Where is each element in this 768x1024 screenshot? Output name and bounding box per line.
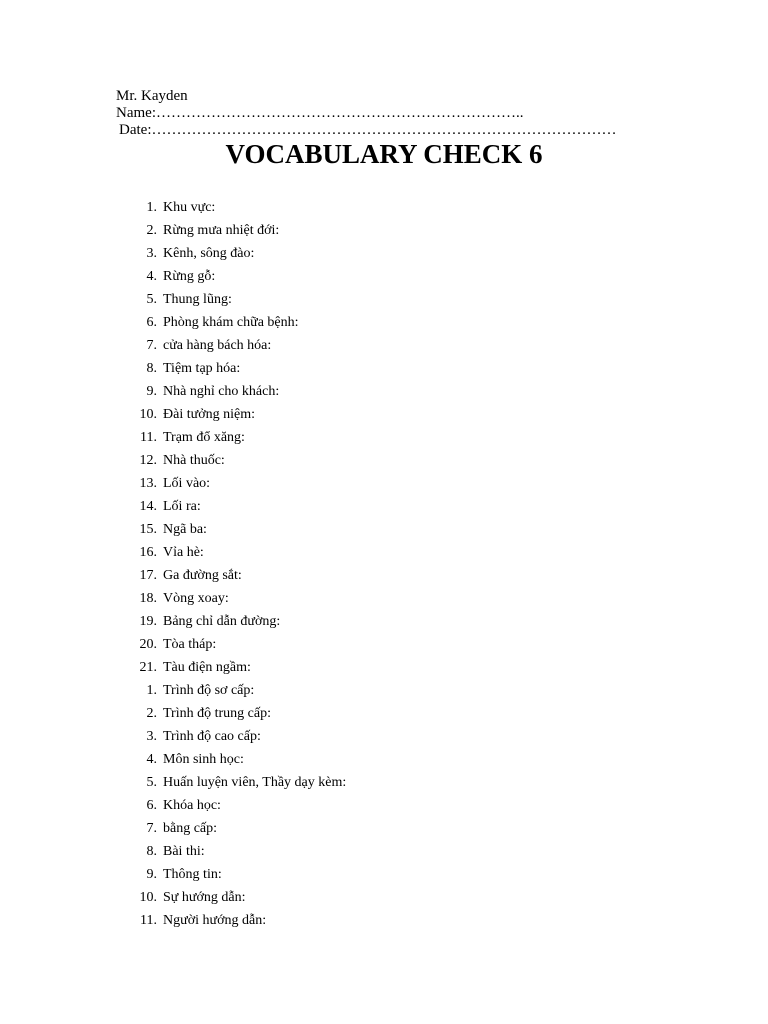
- list-item: [128, 863, 346, 886]
- item-number: 11.: [140, 430, 157, 445]
- item-number: 10.: [139, 890, 157, 905]
- vocabulary-list: [128, 196, 346, 932]
- item-term: Rừng mưa nhiệt đới:: [163, 223, 280, 238]
- item-term: Đài tưởng niệm:: [163, 407, 255, 422]
- list-item: [128, 219, 346, 242]
- item-number: 5.: [146, 292, 157, 307]
- item-number: 2.: [146, 223, 157, 238]
- list-item: [128, 357, 346, 380]
- list-item: [128, 886, 346, 909]
- list-item: [128, 196, 346, 219]
- list-item: [128, 472, 346, 495]
- item-term: Người hướng dẫn:: [163, 913, 267, 928]
- item-term: Tàu điện ngầm:: [163, 660, 251, 675]
- item-number: 8.: [146, 361, 157, 376]
- item-term: Tiệm tạp hóa:: [163, 361, 241, 376]
- item-term: Trình độ sơ cấp:: [163, 683, 255, 698]
- item-number: 6.: [146, 798, 157, 813]
- item-term: Khu vực:: [163, 200, 216, 215]
- list-item: [128, 495, 346, 518]
- item-number: 16.: [139, 545, 157, 560]
- list-item: [128, 380, 346, 403]
- list-item: [128, 564, 346, 587]
- date-field: Date:…………………………………………………………………………………: [119, 122, 617, 138]
- list-item: [128, 610, 346, 633]
- item-term: Ga đường sắt:: [163, 568, 242, 583]
- item-number: 18.: [139, 591, 157, 606]
- item-number: 3.: [146, 246, 157, 261]
- item-term: Trạm đổ xăng:: [163, 430, 245, 445]
- list-item: [128, 311, 346, 334]
- item-term: Bài thi:: [163, 844, 205, 859]
- item-number: 14.: [139, 499, 157, 514]
- item-term: Khóa học:: [163, 798, 221, 813]
- item-term: Vỉa hè:: [163, 545, 204, 560]
- list-item: [128, 748, 346, 771]
- item-term: cửa hàng bách hóa:: [163, 338, 272, 353]
- item-term: Kênh, sông đào:: [163, 246, 255, 261]
- student-name-field: Name:………………………………………………………………..: [116, 105, 524, 121]
- item-number: 11.: [140, 913, 157, 928]
- list-item: [128, 702, 346, 725]
- item-number: 1.: [146, 683, 157, 698]
- item-term: Rừng gỗ:: [163, 269, 216, 284]
- item-number: 4.: [146, 269, 157, 284]
- item-number: 7.: [146, 338, 157, 353]
- list-item: [128, 817, 346, 840]
- item-number: 1.: [146, 200, 157, 215]
- list-item: [128, 334, 346, 357]
- item-number: 4.: [146, 752, 157, 767]
- item-number: 3.: [146, 729, 157, 744]
- item-term: bằng cấp:: [163, 821, 218, 836]
- teacher-name: Mr. Kayden: [116, 88, 188, 104]
- item-number: 19.: [139, 614, 157, 629]
- list-item: [128, 449, 346, 472]
- item-number: 17.: [139, 568, 157, 583]
- item-number: 9.: [146, 384, 157, 399]
- list-item: [128, 725, 346, 748]
- item-number: 2.: [146, 706, 157, 721]
- list-item: [128, 518, 346, 541]
- item-term: Nhà thuốc:: [163, 453, 225, 468]
- list-item: [128, 633, 346, 656]
- item-term: Huấn luyện viên, Thầy dạy kèm:: [163, 775, 347, 790]
- item-number: 9.: [146, 867, 157, 882]
- item-term: Trình độ trung cấp:: [163, 706, 271, 721]
- list-item: [128, 679, 346, 702]
- list-item: [128, 426, 346, 449]
- list-item: [128, 403, 346, 426]
- item-number: 13.: [139, 476, 157, 491]
- list-item: [128, 242, 346, 265]
- page-title: VOCABULARY CHECK 6: [225, 139, 543, 169]
- item-term: Vòng xoay:: [163, 591, 229, 606]
- item-term: Lối vào:: [163, 476, 211, 491]
- item-number: 20.: [139, 637, 157, 652]
- item-term: Thung lũng:: [163, 292, 232, 307]
- item-number: 21.: [139, 660, 157, 675]
- list-item: [128, 587, 346, 610]
- item-number: 8.: [146, 844, 157, 859]
- item-term: Phòng khám chữa bệnh:: [163, 315, 299, 330]
- list-item: [128, 265, 346, 288]
- list-item: [128, 541, 346, 564]
- list-item: [128, 840, 346, 863]
- list-item: [128, 288, 346, 311]
- item-term: Thông tin:: [163, 867, 222, 882]
- list-item: [128, 909, 346, 932]
- item-term: Sự hướng dẫn:: [163, 890, 246, 905]
- item-number: 12.: [139, 453, 157, 468]
- list-item: [128, 794, 346, 817]
- item-number: 7.: [146, 821, 157, 836]
- item-term: Trình độ cao cấp:: [163, 729, 261, 744]
- item-number: 15.: [139, 522, 157, 537]
- item-term: Bảng chỉ dẫn đường:: [163, 614, 281, 629]
- list-item: [128, 656, 346, 679]
- item-number: 10.: [139, 407, 157, 422]
- item-number: 6.: [146, 315, 157, 330]
- list-item: [128, 771, 346, 794]
- item-term: Môn sinh học:: [163, 752, 244, 767]
- item-term: Lối ra:: [163, 499, 201, 514]
- item-term: Tòa tháp:: [163, 637, 217, 652]
- item-term: Ngã ba:: [163, 522, 207, 537]
- item-number: 5.: [146, 775, 157, 790]
- item-term: Nhà nghỉ cho khách:: [163, 384, 280, 399]
